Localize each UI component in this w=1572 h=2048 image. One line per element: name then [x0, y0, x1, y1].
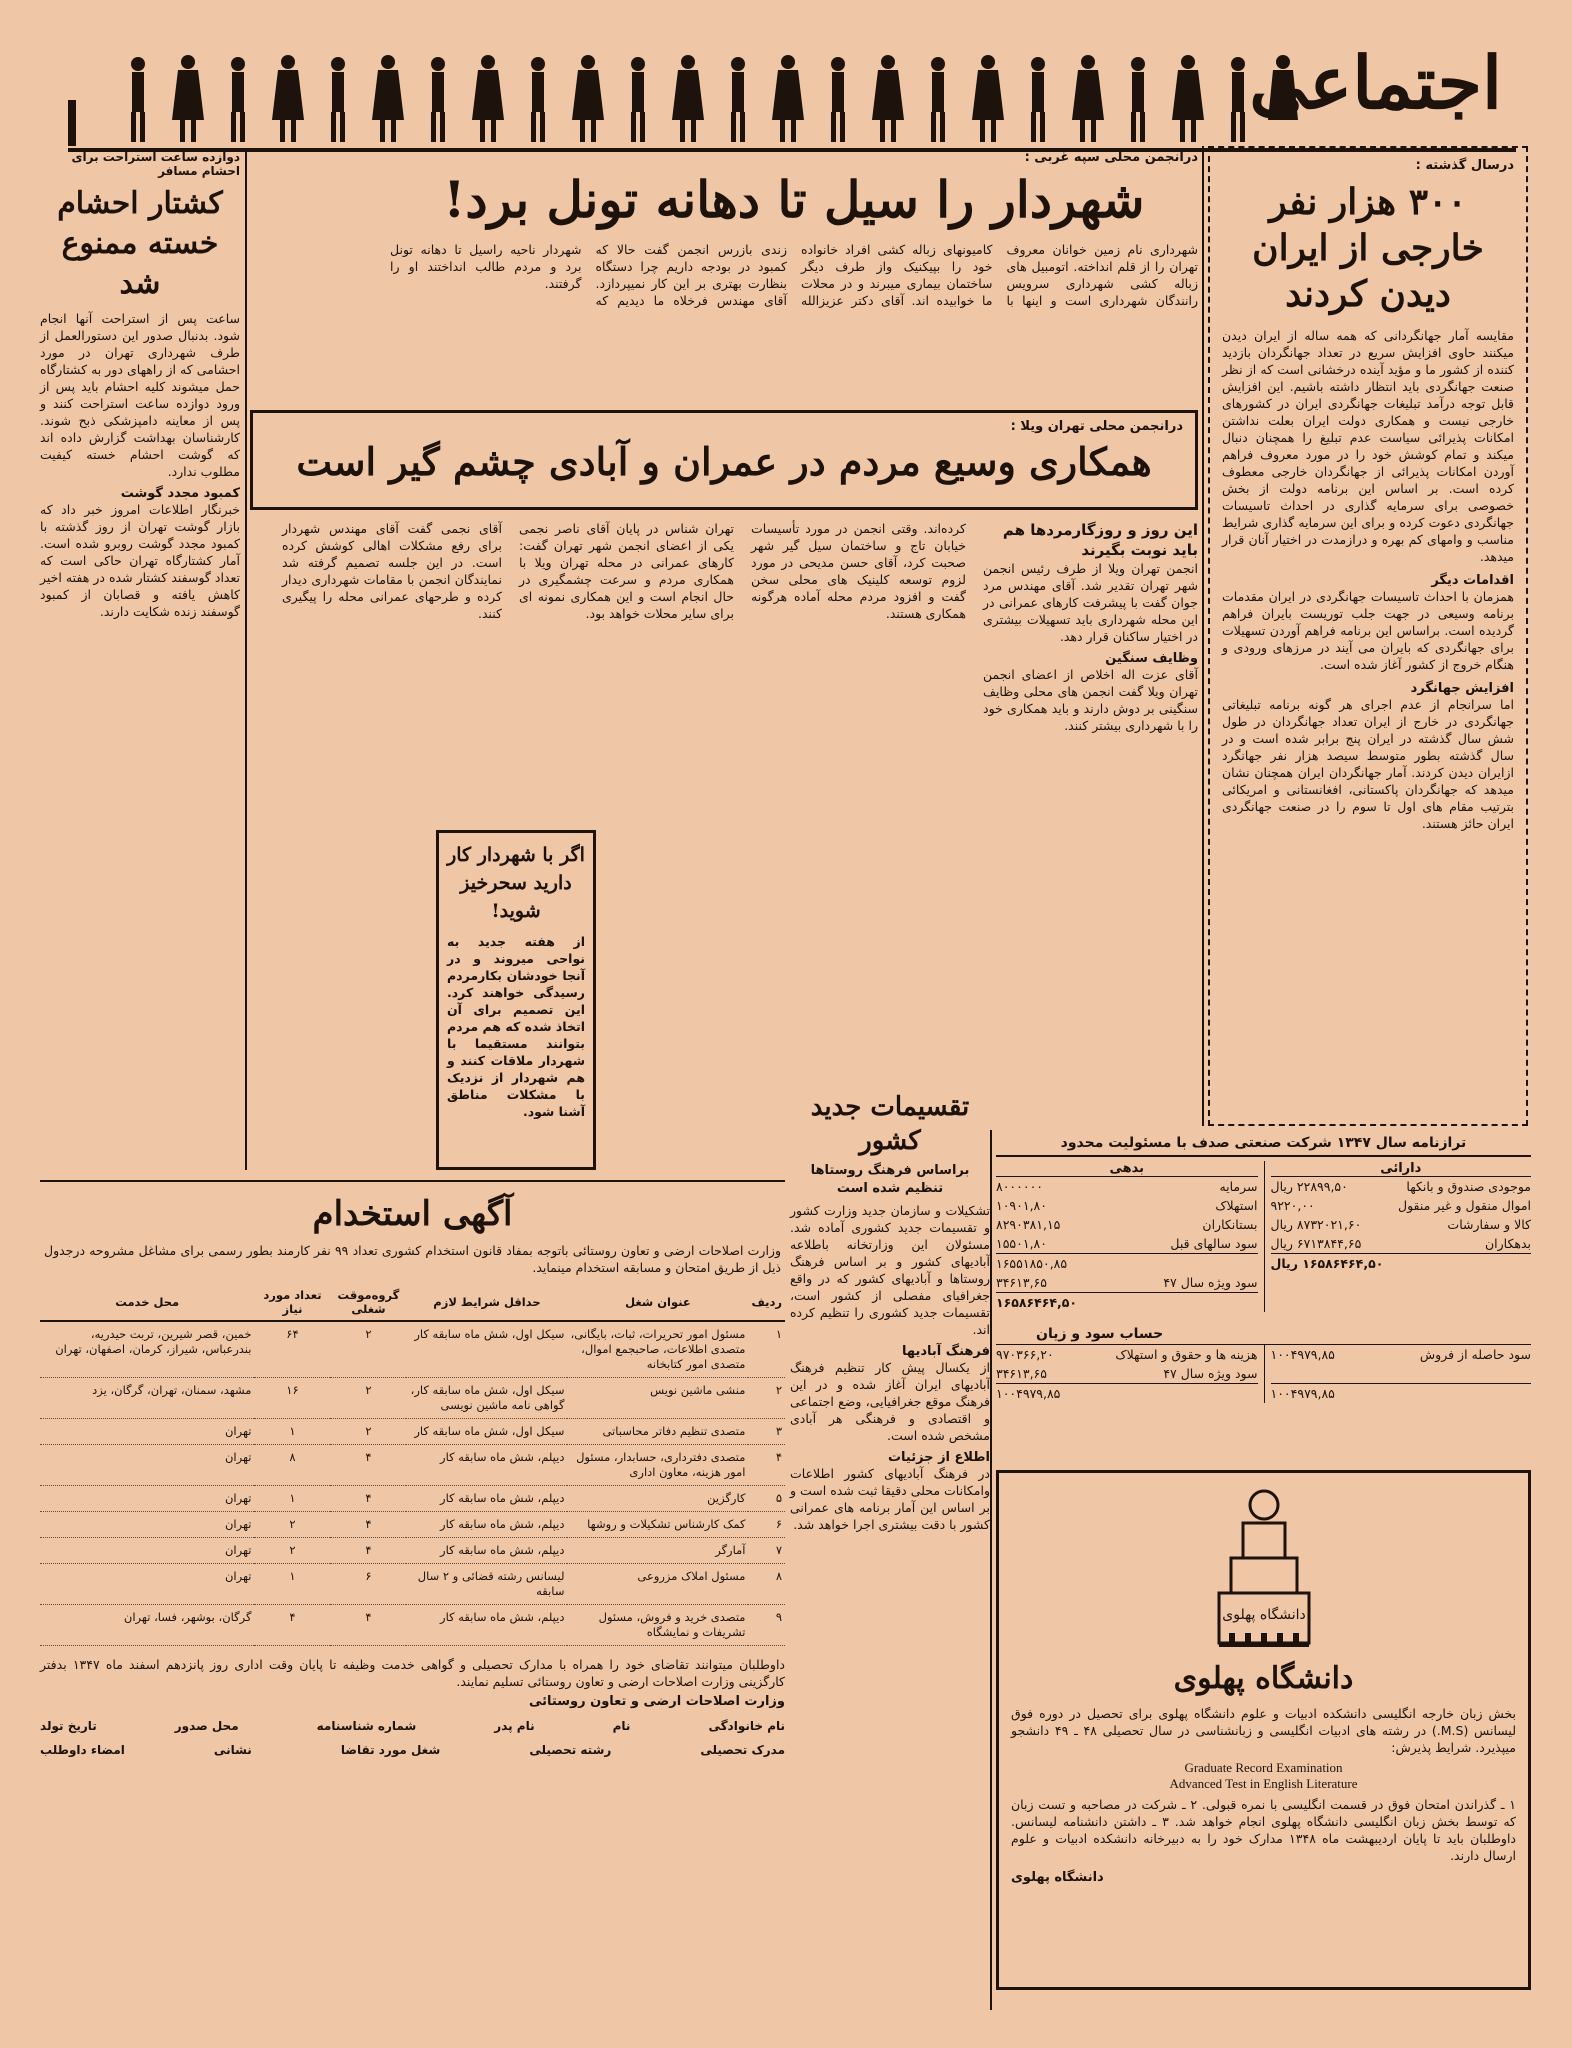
- table-cell: تهران: [40, 1512, 254, 1538]
- tourism-sub2: افزایش جهانگرد: [1410, 681, 1514, 696]
- villa-col1-title: این روز و روزگارمردها هم باید نوبت بگیرند: [1002, 521, 1198, 559]
- table-cell: ۴: [330, 1512, 406, 1538]
- employment-ad: [40, 1180, 785, 2020]
- table-cell: ۴: [330, 1538, 406, 1564]
- table-cell: ۴: [330, 1605, 406, 1646]
- pahlavi-body: بخش زبان خارجه انگلیسی دانشکده ادبیات و علوم دانشگاه پهلوی برای تحصیل در دوره فوق لیسانس (M.S.) در رشته های ادبیات انگلیسی و زبانشناسی در سال تحصیلی ۴۸ ـ ۴۹ دانشجو میپذیرد. شرایط پذیرش:: [1011, 1706, 1517, 1755]
- table-cell: ۶: [330, 1564, 406, 1605]
- balance-title: ترازنامه سال ۱۳۴۷ شرکت صنعتی صدف با مسئولیت محدود: [996, 1135, 1531, 1157]
- ad-col-header: ردیف: [748, 1284, 785, 1321]
- row-value: ۳۴۶۱۳,۶۵: [996, 1275, 1047, 1290]
- tunnel-kicker: درانجمن محلی سپه غربی :: [1024, 150, 1198, 165]
- table-cell: مسئول املاک مزروعی: [567, 1564, 748, 1605]
- row-value: ۱۵۵۰۱,۸۰: [996, 1236, 1047, 1251]
- meat-article: [40, 150, 240, 1170]
- villa-columns: [250, 520, 1198, 1090]
- table-cell: لیسانس رشته قضائی و ۲ سال سابقه: [406, 1564, 567, 1605]
- row-value: ۱۶۵۸۶۴۶۴,۵۰ ریال: [1270, 1256, 1384, 1271]
- pl-right: [1264, 1345, 1532, 1403]
- table-row: [40, 1321, 785, 1378]
- table-cell: ۲: [748, 1378, 785, 1419]
- table-cell: منشی ماشین نویس: [567, 1378, 748, 1419]
- liab-row: [996, 1215, 1258, 1234]
- row-value: ۸۷۳۲۰۲۱,۶۰ ریال: [1270, 1217, 1362, 1232]
- form-label: تاریخ تولد: [40, 1719, 97, 1733]
- liab-row: [996, 1196, 1258, 1215]
- table-cell: سیکل اول، شش ماه سابقه کار: [406, 1419, 567, 1445]
- row-label: سود سالهای قبل: [1170, 1236, 1258, 1251]
- balance-assets: [1264, 1161, 1532, 1312]
- meat-headline: کشتار احشام خسته ممنوع شد: [57, 186, 223, 301]
- table-cell: ۲: [330, 1378, 406, 1419]
- villa-col4: آقای نجمی گفت آقای مهندس شهردار برای رفع مشکلات اهالی کوشش کرده است. در این جلسه تصمیم گرفته شد نمایندگان انجمن با مقامات شهرداری دیدار کرده و طرحهای عمرانی محله را پیگیری کنند.: [282, 521, 502, 621]
- divisions-sub: براساس فرهنگ روستاها تنظیم شده است: [810, 1163, 970, 1196]
- row-label: سود ویژه سال ۴۷: [1163, 1366, 1258, 1381]
- villa-col1-sub-body: آقای عزت اله اخلاص از اعضای انجمن تهران ویلا گفت انجمن های محلی وظایف سنگینی بر دوش دارند و باید همکاری خود را با شهرداری بیشتر کنند.: [983, 667, 1198, 733]
- villa-kicker: درانجمن محلی تهران ویلا :: [1010, 419, 1183, 434]
- ad-col-header: حداقل شرایط لازم: [406, 1284, 567, 1321]
- table-cell: ۴: [330, 1445, 406, 1486]
- table-cell: تهران: [40, 1486, 254, 1512]
- form-label: نام خانوادگی: [708, 1719, 785, 1733]
- table-cell: ۷: [748, 1538, 785, 1564]
- liab-subtotal: [996, 1253, 1258, 1273]
- row-label: استهلاک: [1215, 1198, 1258, 1213]
- table-cell: ۱: [254, 1486, 330, 1512]
- row-value: ۱۶۵۸۶۴۶۴,۵۰: [996, 1295, 1078, 1310]
- table-cell: ۲: [254, 1538, 330, 1564]
- table-cell: ۱: [748, 1321, 785, 1378]
- table-cell: مشهد، سمنان، تهران، گرگان، یزد: [40, 1378, 254, 1419]
- pl-row: [996, 1345, 1258, 1364]
- divisions-headline: تقسیمات جدید کشور: [810, 1092, 970, 1156]
- pl-total: [996, 1383, 1258, 1403]
- table-cell: گرگان، بوشهر، فسا، تهران: [40, 1605, 254, 1646]
- pl-total: [1271, 1383, 1532, 1403]
- villa-col2: کرده‌اند. وقتی انجمن در مورد تأسیسات خیابان تاج و ساختمان سیل گیر شهر صحبت کرد، آقای حسن مدیحی در مورد لزوم توسعه کلینیک های محلی سخن گفت و افزود مردم محله آماده هرگونه همکاری هستند.: [751, 521, 966, 621]
- row-value: ۱۰۰۴۹۷۹,۸۵: [1270, 1386, 1335, 1401]
- table-cell: سیکل اول، شش ماه سابقه کار: [406, 1321, 567, 1378]
- row-label: بدهکاران: [1484, 1236, 1531, 1251]
- pl-grid: [996, 1344, 1531, 1403]
- table-row: [40, 1486, 785, 1512]
- liab-label: بدهی: [996, 1161, 1258, 1177]
- pahlavi-title: دانشگاه پهلوی: [1173, 1661, 1354, 1696]
- divisions-article: [790, 1090, 990, 1990]
- liab-row: [996, 1234, 1258, 1253]
- table-cell: ۳: [748, 1419, 785, 1445]
- assets-total: [1271, 1253, 1532, 1273]
- table-row: [40, 1419, 785, 1445]
- form-label: شغل مورد تقاضا: [340, 1743, 441, 1757]
- row-label: سود حاصله از فروش: [1419, 1347, 1531, 1362]
- row-label: کالا و سفارشات: [1447, 1217, 1531, 1232]
- form-label: نشانی: [213, 1743, 252, 1757]
- table-cell: دیپلم، شش ماه سابقه کار: [406, 1538, 567, 1564]
- row-value: ۱۰۹۰۱,۸۰: [996, 1198, 1047, 1213]
- mayor-box-title: اگر با شهردار کار دارید سحرخیز شوید!: [447, 844, 585, 922]
- form-label: نام پدر: [494, 1719, 535, 1733]
- row-label: سود ویژه سال ۴۷: [1163, 1275, 1258, 1290]
- ad-footer: داوطلبان میتوانند تقاضای خود را همراه با مدارک تحصیلی و گواهی خدمت وظیفه تا پایان وقت اداری روز پانزدهم اسفند ماه ۱۳۴۷ بدفتر کارگزینی وزارت اصلاحات ارضی و تعاون روستائی تسلیم نمایند.: [40, 1657, 785, 1689]
- ad-signature: وزارت اصلاحات ارضی و تعاون روستائی: [529, 1694, 785, 1709]
- table-cell: دیپلم، شش ماه سابقه کار: [406, 1445, 567, 1486]
- row-value: ۲۲۸۹۹,۵۰ ریال: [1270, 1179, 1348, 1194]
- meat-sub: کمبود مجدد گوشت: [120, 486, 240, 501]
- ad-col-header: گروه‌موقت شغلی: [330, 1284, 406, 1321]
- table-row: [40, 1445, 785, 1486]
- pl-row: [1271, 1345, 1532, 1364]
- table-cell: ۶۴: [254, 1321, 330, 1378]
- villa-col3: تهران شناس در پایان آقای ناصر نجمی یکی از اعضای انجمن شهر تهران گفت: کارهای عمرانی در محله تهران ویلا با همکاری مردم و سرعت چشمگیری در حال انجام است و این همکاری نمونه ای برای سایر محلات خواهد بود.: [519, 521, 734, 621]
- table-cell: دیپلم، شش ماه سابقه کار: [406, 1486, 567, 1512]
- assets-label: دارائی: [1271, 1161, 1532, 1177]
- tourism-sub1-body: همزمان با احداث تاسیسات جهانگردی در ایران مقدمات برنامه وسیعی در جهت جلب توریست بایران فراهم گردیده است. براساس این برنامه فراهم آوردن تسهیلات برای جهانگردی که بایران می آیند در مرزهای ورودی و هنگام خروج از کشور آغاز شده است.: [1222, 589, 1514, 672]
- row-label: سرمایه: [1219, 1179, 1258, 1194]
- balance-grid: [996, 1161, 1531, 1312]
- tourism-sub1: اقدامات دیگر: [1431, 573, 1514, 588]
- table-cell: مسئول امور تحریرات، ثبات، بایگانی، متصدی اطلاعات، صاحبجمع اموال، متصدی امور کتابخانه: [567, 1321, 748, 1378]
- row-value: ۹۷۰۳۶۶,۲۰: [996, 1347, 1054, 1362]
- tunnel-article: [390, 150, 1198, 410]
- divisions-sub3-body: در فرهنگ آبادیهای کشور اطلاعات وامکانات محلی دقیقا ثبت شده است و بر اساس این آمار برنامه های عمرانی کشور با دقت بیشتری اجرا خواهد شد.: [790, 1466, 990, 1532]
- row-value: ۸۰۰۰۰۰۰: [996, 1179, 1043, 1194]
- ad-table: [40, 1284, 785, 1646]
- column-rule: [1202, 146, 1204, 1126]
- mayor-box: [436, 830, 596, 1170]
- ad-col-header: محل خدمت: [40, 1284, 254, 1321]
- liab-total: [996, 1292, 1258, 1312]
- ad-intro: وزارت اصلاحات ارضی و تعاون روستائی باتوجه بمفاد قانون استخدام کشوری تعداد ۹۹ نفر کارمند بطور رسمی برای مشاغل مشروحه درجدول ذیل از طریق امتحان و مسابقه استخدام مینماید.: [44, 1243, 781, 1275]
- table-cell: ۸: [748, 1564, 785, 1605]
- meat-body: ساعت پس از استراحت آنها انجام شود. بدنبال صدور این دستورالعمل از طرف شهرداری تهران در مورد احشامی که از راههای دور به کشتارگاه حمل میشوند کلیه احشام باید پس از ورود دوازده ساعت استراحت کنند و پس از معاینه دامپزشکی ذبح شوند. کارشناسان بهداشت گزارش داده اند که گوشت احشام خسته کیفیت مطلوب ندارد.: [40, 311, 240, 479]
- table-cell: کمک کارشناس تشکیلات و روشها: [567, 1512, 748, 1538]
- assets-row: [1271, 1215, 1532, 1234]
- pahlavi-exam1: Graduate Record Examination: [1184, 1760, 1343, 1775]
- form-label: رشته تحصیلی: [529, 1743, 612, 1757]
- tourism-sub2-body: اما سرانجام از عدم اجرای هر گونه برنامه تبلیغاتی جهانگردی در خارج از ایران تعداد جهانگردان در طول شش سال گذشته در ایران پنج برابر شده است و در سال گذشته بطور متوسط سیصد هزار نفر جهانگرد ازایران دیدن کردند. آمار جهانگردان ایران همچنان نشان میدهد که جهانگردان پاکستانی، افغانستانی و امریکائی بترتیب مقام های اول تا سوم را در صنعت جهانگردی ایران حائز هستند.: [1222, 697, 1514, 831]
- table-cell: تهران: [40, 1538, 254, 1564]
- row-value: ۹۲۲۰,۰۰: [1270, 1198, 1315, 1213]
- villa-col1: [983, 520, 1198, 734]
- masthead-bar: [68, 100, 76, 146]
- ad-col-header: تعداد مورد نیاز: [254, 1284, 330, 1321]
- table-cell: ۲: [330, 1419, 406, 1445]
- row-value: ۱۶۵۵۱۸۵۰,۸۵: [996, 1256, 1068, 1271]
- divisions-sub2-body: از یکسال پیش کار تنظیم فرهنگ آبادیهای ایران آغاز شده و در این فرهنگ موقع جغرافیایی، وضع اجتماعی و اقتصادی و فرهنگی هر آبادی مشخص شده است.: [790, 1360, 990, 1443]
- column-rule: [245, 150, 247, 1170]
- pl-left: [996, 1345, 1264, 1403]
- table-cell: آمارگر: [567, 1538, 748, 1564]
- table-cell: تهران: [40, 1419, 254, 1445]
- pl-title: حساب سود و زیان: [1036, 1326, 1164, 1342]
- masthead: [68, 40, 1516, 152]
- assets-row: [1271, 1234, 1532, 1253]
- university-logo-icon: [1189, 1483, 1339, 1653]
- liab-row: [996, 1177, 1258, 1196]
- row-label: موجودی صندوق و بانکها: [1406, 1179, 1531, 1194]
- villa-headline-box: [250, 410, 1198, 510]
- table-row: [40, 1605, 785, 1646]
- form-label: نام: [612, 1719, 631, 1733]
- row-value: ۶۷۱۳۸۴۴,۶۵ ریال: [1270, 1236, 1362, 1251]
- villa-col1-sub: وظایف سنگین: [1105, 651, 1198, 666]
- assets-row: [1271, 1196, 1532, 1215]
- table-cell: ۱: [254, 1564, 330, 1605]
- table-cell: دیپلم، شش ماه سابقه کار: [406, 1605, 567, 1646]
- table-cell: ۵: [748, 1486, 785, 1512]
- form-label: مدرک تحصیلی: [700, 1743, 785, 1757]
- table-cell: ۲: [254, 1512, 330, 1538]
- tunnel-headline: شهردار را سیل تا دهانه تونل برد!: [443, 170, 1145, 229]
- table-cell: تهران: [40, 1564, 254, 1605]
- ad-form-row2: [40, 1743, 785, 1757]
- form-label: محل صدور: [174, 1719, 239, 1733]
- table-cell: متصدی دفترداری، حسابدار، مسئول امور هزینه، معاون اداری: [567, 1445, 748, 1486]
- row-value: ۸۲۹۰۳۸۱,۱۵: [996, 1217, 1061, 1232]
- table-row: [40, 1512, 785, 1538]
- table-cell: کارگزین: [567, 1486, 748, 1512]
- liab-profit: [996, 1273, 1258, 1292]
- form-label: امضاء داوطلب: [40, 1743, 125, 1757]
- ad-col-header: عنوان شغل: [567, 1284, 748, 1321]
- pl-row: [996, 1364, 1258, 1383]
- ad-form: [40, 1719, 785, 1733]
- meat-sub-body: خبرنگار اطلاعات امروز خبر داد که بازار گوشت تهران از روز گذشته با کمبود مجدد گوشت روبرو شده است. آمار کشتارگاه تهران حاکی است که تعداد گوسفند کشتار شده در هفته اخیر کاهش یافته و قصابان از کمبود گوسفند زنده شکایت دارند.: [40, 502, 240, 619]
- table-cell: دیپلم، شش ماه سابقه کار: [406, 1512, 567, 1538]
- pahlavi-body2: ۱ ـ گذراندن امتحان فوق در قسمت انگلیسی با نمره قبولی. ۲ ـ شرکت در مصاحبه و تست زبان که توسط بخش زبان انگلیسی دانشگاه پهلوی انجام خواهد شد. ۳ ـ داشتن دانشنامه لیسانس. داوطلبان باید تا پایان اردیبهشت ماه ۱۳۴۸ مدارک خود را به دبیرخانه دانشکده ادبیات و علوم ارسال دارند.: [1011, 1797, 1516, 1863]
- table-cell: سیکل اول، شش ماه سابقه کار، گواهی نامه ماشین نویسی: [406, 1378, 567, 1419]
- table-cell: ۱: [254, 1419, 330, 1445]
- table-cell: ۲: [330, 1321, 406, 1378]
- pahlavi-signature: دانشگاه پهلوی: [1011, 1870, 1104, 1885]
- tourism-article: [1208, 146, 1528, 1126]
- balance-liabilities: [996, 1161, 1264, 1312]
- table-cell: ۴: [254, 1605, 330, 1646]
- table-cell: متصدی تنظیم دفاتر محاسباتی: [567, 1419, 748, 1445]
- row-value: ۱۰۰۴۹۷۹,۸۵: [996, 1386, 1061, 1401]
- table-cell: ۴: [748, 1445, 785, 1486]
- assets-row: [1271, 1177, 1532, 1196]
- table-row: [40, 1378, 785, 1419]
- row-value: ۱۰۰۴۹۷۹,۸۵: [1270, 1347, 1335, 1362]
- form-label: شماره شناسنامه: [316, 1719, 417, 1733]
- villa-col1-body: انجمن تهران ویلا از طرف رئیس انجمن شهر تهران تقدیر شد. آقای مهندس مرد جوان گفت با پیشرفت کارهای عمرانی در این محله شهرداری باید تسهیلات بیشتری در اختیار ساکنان قرار دهد.: [983, 561, 1198, 644]
- table-cell: ۱۶: [254, 1378, 330, 1419]
- divisions-sub2: فرهنگ آبادیها: [902, 1344, 990, 1359]
- pahlavi-ad: [996, 1470, 1531, 1990]
- tourism-kicker: درسال گذشته :: [1415, 158, 1514, 173]
- table-cell: ۶: [748, 1512, 785, 1538]
- table-cell: تهران: [40, 1445, 254, 1486]
- row-label: بستانکاران: [1202, 1217, 1258, 1232]
- balance-sheet: [996, 1135, 1531, 1475]
- table-cell: ۹: [748, 1605, 785, 1646]
- section-title: اجتماعی: [1249, 40, 1502, 125]
- divisions-body: تشکیلات و سازمان جدید وزارت کشور و تقسیمات جدید کشوری آماده شد. مسئولان این وزارتخانه باطلاعه آبادیهای کشور و بر اساس فرهنگ روستاها و آبادیهای کشور که در واقع جغرافیای مفصلی از کشور است، تقسیمات جدید کشوری را تنظیم کرده اند.: [790, 1203, 990, 1337]
- logo-text: دانشگاه پهلوی: [1221, 1607, 1306, 1623]
- table-cell: ۴: [330, 1486, 406, 1512]
- pahlavi-exam2: Advanced Test in English Literature: [1169, 1776, 1358, 1791]
- table-cell: ۸: [254, 1445, 330, 1486]
- row-label: اموال منقول و غیر منقول: [1398, 1198, 1531, 1213]
- ad-top-rule: [40, 1180, 785, 1182]
- tourism-headline: ۳۰۰ هزار نفر خارجی از ایران دیدن کردند: [1252, 181, 1484, 315]
- meat-kicker: دوازده ساعت استراحت برای احشام مسافر: [71, 150, 240, 178]
- table-row: [40, 1564, 785, 1605]
- villa-headline: همکاری وسیع مردم در عمران و آبادی چشم گیر است: [296, 439, 1152, 484]
- row-value: ۳۴۶۱۳,۶۵: [996, 1366, 1047, 1381]
- crowd-illustration-icon: [118, 50, 1298, 146]
- table-row: [40, 1538, 785, 1564]
- mayor-box-body: از هفته جدید به نواحی میروند و در آنجا خودشان بکارمردم رسیدگی خواهند کرد. این تصمیم برای آن اتخاذ شده که هم مردم بتوانند مستقیما با شهردار ملاقات کنند و هم شهردار از نزدیک با مشکلات مناطق آشنا شود.: [447, 934, 585, 1119]
- table-cell: خمین، قصر شیرین، تربت حیدریه، بندرعباس، شیراز، کرمان، اصفهان، تهران: [40, 1321, 254, 1378]
- divisions-sub3: اطلاع از جزئیات: [887, 1450, 990, 1465]
- tunnel-body: شهرداری نام زمین خوانان معروف تهران را از قلم انداخته. اتومبیل های زباله کشی شهرداری سرویس رانندگان شهرداری است و اینها با کامیونهای زباله کشی افراد خانواده خود را بپیکنیک واز طرف دیگر ساختمان بیماری میبرند و در محلات ما خوابیده اند. آقای دکتر عزیزالله زندی بازرس انجمن گفت حالا که کمبود در بودجه داریم چرا دستگاه بنظارت بهتری بر این کار نمیپردازد. آقای مهندس فرخلاه ما دیدیم که شهردار ناحیه راسیل تا دهانه تونل برد و مردم طالب انداختند او را گرفتند.: [390, 242, 1198, 308]
- table-cell: متصدی خرید و فروش، مسئول تشریفات و نمایشگاه: [567, 1605, 748, 1646]
- row-label: هزینه ها و حقوق و استهلاک: [1115, 1347, 1258, 1362]
- tourism-body: مقایسه آمار جهانگردانی که همه ساله از ایران دیدن میکنند حاوی افزایش سریع در تعداد جهانگردان بازدید کننده از کشور ما و مؤید آینده درخشانی است که از نظر صنعت جهانگردی باید انتظار داشته باشیم. این افزایش قابل توجه درآمد تبلیغات جهانگردی ایران در کشورهای خارجی نیست و همکاری دولت ایران بعلت نداشتن امکانات پذیرائی سیاست عدم تبلیغ را همچنان دنبال میکند و تمام کوشش خود را در مورد معروف فراهم آوردن امکانات پذیرائی از جهانگردان خارجی معطوف کرده است. بر اساس این برنامه دولت از بخش خصوصی برای سرمایه گذاری در احداث تاسیسات جهانگردی دعوت کرده و برای این سرمایه گذاری شرایط مناسب و وامهای کم بهره و درازمدت در اختیار آنان قرار میدهد.: [1222, 328, 1514, 564]
- ad-title: آگهی استخدام: [312, 1194, 513, 1234]
- column-rule: [990, 1130, 992, 2010]
